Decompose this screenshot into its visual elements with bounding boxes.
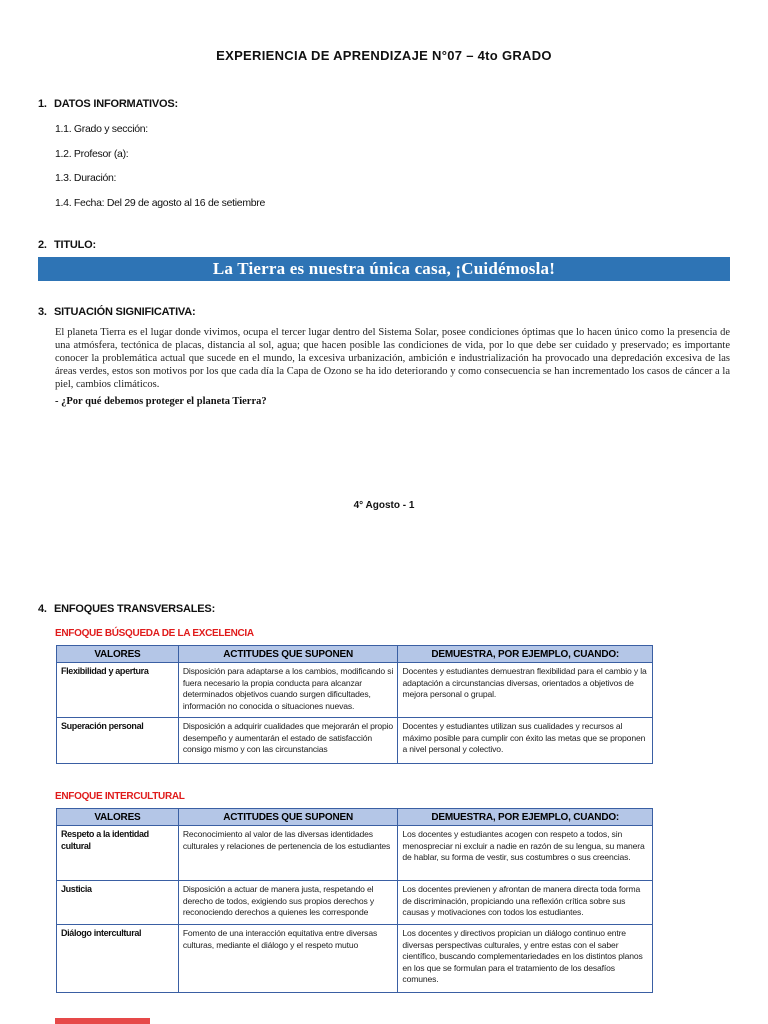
info-duracion: 1.3. Duración: [55, 172, 117, 184]
actitud-cell: Disposición para adaptarse a los cambios, modificando si fuera necesario la propia conducta para alcanzar determinados objetivos cuando surgen dificultades, información no conocida o situaciones nuevas. [178, 663, 398, 718]
table-row [57, 718, 653, 764]
actitud-cell: Disposición a actuar de manera justa, respetando el derecho de todos, exigiendo sus propios derechos y reconociendo derechos a quienes les corresponde [178, 881, 398, 925]
table-header-row [57, 809, 653, 826]
info-profesor: 1.2. Profesor (a): [55, 148, 129, 160]
enfoque-title: ENFOQUE BÚSQUEDA DE LA EXCELENCIA [55, 628, 254, 639]
enfoque-excelencia-table [56, 645, 653, 764]
title-banner [38, 257, 730, 281]
section-situacion-heading [38, 306, 195, 318]
column-header-actitudes: ACTITUDES QUE SUPONEN [178, 809, 398, 826]
info-fecha: 1.4. Fecha: Del 29 de agosto al 16 de setiembre [55, 197, 266, 209]
section-datos-heading [38, 98, 178, 110]
actitud-cell: Fomento de una interacción equitativa entre diversas culturas, mediante el diálogo y el respeto mutuo [178, 925, 398, 993]
actitud-cell: Reconocimiento al valor de las diversas identidades culturales y relaciones de pertenencia de los estudiantes [178, 826, 398, 881]
table-row [57, 925, 653, 993]
ejemplo-cell: Docentes y estudiantes demuestran flexibilidad para el cambio y la adaptación a circunstancias diversas, orientados a objetivos de mejora personal o grupal. [398, 663, 653, 718]
next-enfoque-title-fragment [55, 1018, 150, 1024]
document-title: EXPERIENCIA DE APRENDIZAJE N°07 – 4to GRADO [216, 48, 552, 63]
column-header-actitudes: ACTITUDES QUE SUPONEN [178, 646, 398, 663]
section-titulo-heading [38, 239, 96, 251]
title-banner-text: La Tierra es nuestra única casa, ¡Cuidémosla! [212, 259, 556, 278]
page-marker: 4° Agosto - 1 [353, 500, 415, 511]
table-row [57, 881, 653, 925]
section-title: DATOS INFORMATIVOS: [54, 98, 178, 110]
section-number: 4. [38, 603, 47, 615]
ejemplo-cell: Los docentes y directivos propician un diálogo continuo entre diversas perspectivas culturales, y entre estas con el saber científico, buscando complementariedades en los distintos planos en los que se formulan para el tratamiento de los desafíos comunes. [398, 925, 653, 993]
valor-cell: Superación personal [57, 718, 179, 764]
section-enfoques-heading [38, 603, 215, 615]
table-row [57, 663, 653, 718]
valor-cell: Flexibilidad y apertura [57, 663, 179, 718]
column-header-valores: VALORES [57, 809, 179, 826]
enfoque-title: ENFOQUE INTERCULTURAL [55, 791, 185, 802]
valor-cell: Justicia [57, 881, 179, 925]
column-header-demuestra: DEMUESTRA, POR EJEMPLO, CUANDO: [398, 646, 653, 663]
ejemplo-cell: Los docentes previenen y afrontan de manera directa toda forma de discriminación, propiciando una reflexión crítica sobre sus causas y motivaciones con todos los estudiantes. [398, 881, 653, 925]
ejemplo-cell: Los docentes y estudiantes acogen con respeto a todos, sin menospreciar ni excluir a nadie en razón de su lengua, su manera de hablar, su forma de vestir, sus costumbres o sus creencias. [398, 826, 653, 881]
actitud-cell: Disposición a adquirir cualidades que mejorarán el propio desempeño y aumentarán el estado de satisfacción consigo mismo y con las circunstancias [178, 718, 398, 764]
valor-cell: Diálogo intercultural [57, 925, 179, 993]
column-header-valores: VALORES [57, 646, 179, 663]
section-title: SITUACIÓN SIGNIFICATIVA: [54, 306, 196, 318]
section-number: 2. [38, 239, 47, 251]
enfoque-intercultural-table [56, 808, 653, 993]
table-header-row [57, 646, 653, 663]
guiding-question: - ¿Por qué debemos proteger el planeta Tierra? [55, 396, 267, 407]
section-title: TITULO: [54, 239, 96, 251]
section-title: ENFOQUES TRANSVERSALES: [54, 603, 216, 615]
column-header-demuestra: DEMUESTRA, POR EJEMPLO, CUANDO: [398, 809, 653, 826]
situacion-paragraph: El planeta Tierra es el lugar donde vivimos, ocupa el tercer lugar dentro del Sistema Solar, posee condiciones óptimas que lo hacen único como la presencia de una atmósfera, tectónica de placas, distancia al sol, agua; que hacen posible las condiciones de vida, por lo que debe ser cuidado y preservado; es importante conocer la problemática actual que sucede en el mundo, la excesiva urbanización, ambición e industrialización ha provocado una depredación excesiva de las áreas verdes, estos son motivos por los que cada día la Capa de Ozono se ha ido deteriorando y como consecuencia se han incrementado los casos de cáncer a la piel, cambios climáticos. [55, 327, 730, 391]
ejemplo-cell: Docentes y estudiantes utilizan sus cualidades y recursos al máximo posible para cumplir con éxito las metas que se proponen a nivel personal y colectivo. [398, 718, 653, 764]
section-number: 3. [38, 306, 47, 318]
valor-cell: Respeto a la identidad cultural [57, 826, 179, 881]
info-grado: 1.1. Grado y sección: [55, 123, 148, 135]
section-number: 1. [38, 98, 47, 110]
table-row [57, 826, 653, 881]
